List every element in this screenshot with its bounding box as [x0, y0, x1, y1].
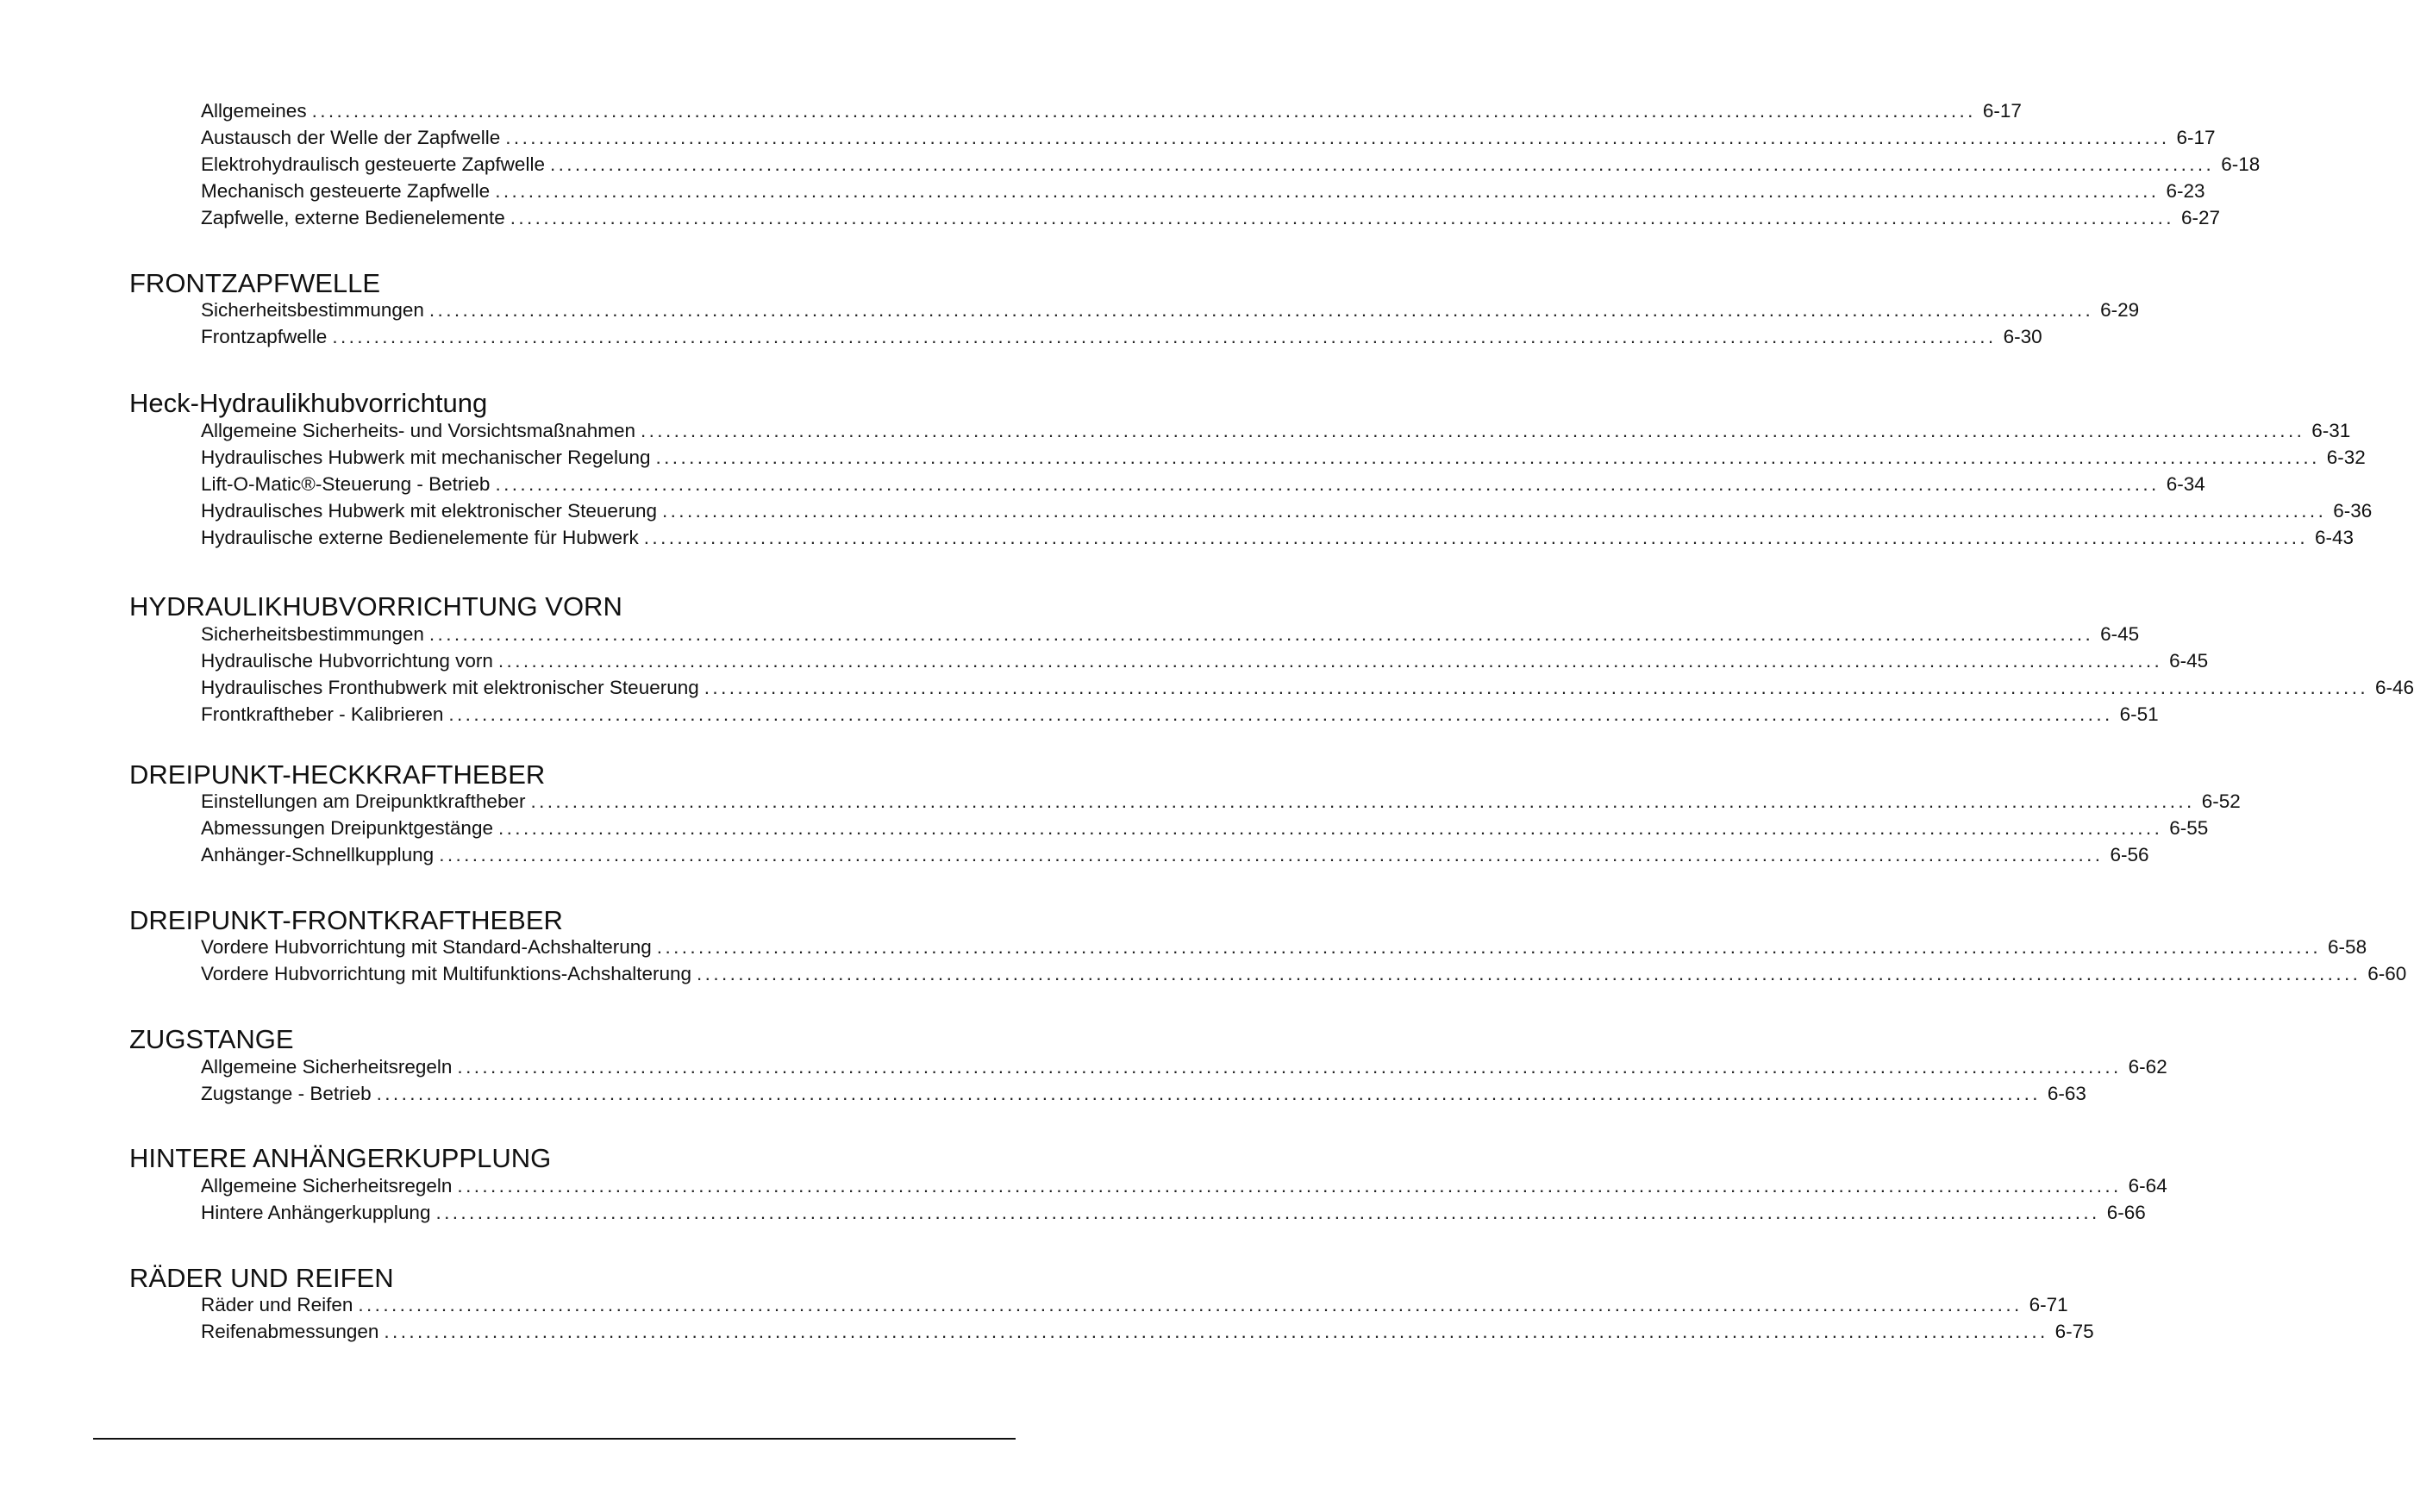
dot-leader: ........................................................................................................................................................................................................	[384, 1321, 2048, 1342]
toc-entry-title: Hydraulisches Hubwerk mit mechanischer Regelung	[201, 447, 651, 468]
dot-leader: ........................................................................................................................................................................................................	[656, 936, 2322, 958]
dot-leader: ........................................................................................................................................................................................................	[376, 1083, 2041, 1104]
toc-entry[interactable]	[201, 97, 2022, 124]
toc-entry-title: Lift-O-Matic®-Steuerung - Betrieb	[201, 473, 491, 495]
toc-entry[interactable]	[201, 524, 2355, 551]
toc-entry-page: 6-52	[2201, 790, 2241, 812]
toc-entry[interactable]	[201, 497, 2373, 524]
toc-entry[interactable]	[201, 934, 2367, 960]
toc-entry[interactable]	[201, 471, 2205, 497]
toc-entry-title: Hydraulische externe Bedienelemente für Hubwerk	[201, 527, 639, 548]
toc-entry-title: Allgemeines	[201, 100, 307, 122]
toc-entry-title: Zugstange - Betrieb	[201, 1083, 372, 1104]
dot-leader: ........................................................................................................................................................................................................	[497, 817, 2163, 839]
toc-entry-title: Frontzapfwelle	[201, 326, 328, 347]
section-heading: Heck-Hydraulikhubvorrichtung	[129, 388, 488, 418]
toc-entry-title: Abmessungen Dreipunktgestänge	[201, 817, 493, 839]
toc-entry[interactable]	[201, 444, 2366, 471]
toc-entry-page: 6-45	[2169, 650, 2209, 672]
toc-entry-page: 6-56	[2110, 844, 2149, 865]
toc-entry[interactable]	[201, 124, 2216, 151]
toc-entry-page: 6-64	[2128, 1175, 2167, 1196]
toc-entry[interactable]	[201, 204, 2221, 231]
toc-entry-page: 6-29	[2100, 299, 2140, 321]
dot-leader: ........................................................................................................................................................................................................	[495, 180, 2160, 202]
section-heading: ZUGSTANGE	[129, 1024, 294, 1054]
footer-divider	[93, 1438, 1016, 1440]
toc-entry[interactable]	[201, 701, 2159, 728]
toc-entry-title: Hydraulisches Hubwerk mit elektronischer Steuerung	[201, 500, 657, 522]
dot-leader: ........................................................................................................................................................................................................	[495, 473, 2160, 495]
section-heading: DREIPUNKT-FRONTKRAFTHEBER	[129, 905, 563, 935]
toc-entry[interactable]	[201, 1172, 2167, 1199]
toc-entry-page: 6-30	[2003, 326, 2042, 347]
toc-entry-page: 6-43	[2315, 527, 2355, 548]
dot-leader: ........................................................................................................................................................................................................	[641, 420, 2305, 441]
toc-entry[interactable]	[201, 674, 2414, 701]
section-heading: HINTERE ANHÄNGERKUPPLUNG	[129, 1143, 552, 1173]
toc-entry[interactable]	[201, 1291, 2068, 1318]
toc-entry-page: 6-75	[2054, 1321, 2094, 1342]
toc-entry-title: Elektrohydraulisch gesteuerte Zapfwelle	[201, 153, 545, 175]
toc-entry-title: Anhänger-Schnellkupplung	[201, 844, 435, 865]
toc-entry[interactable]	[201, 621, 2140, 647]
dot-leader: ........................................................................................................................................................................................................	[332, 326, 1997, 347]
toc-entry[interactable]	[201, 815, 2209, 841]
toc-entry-page: 6-36	[2333, 500, 2373, 522]
toc-entry-title: Sicherheitsbestimmungen	[201, 623, 424, 645]
toc-entry-title: Frontkraftheber - Kalibrieren	[201, 703, 444, 725]
toc-entry-title: Allgemeine Sicherheitsregeln	[201, 1175, 453, 1196]
toc-entry[interactable]	[201, 647, 2209, 674]
toc-entry-title: Vordere Hubvorrichtung mit Multifunktions-Achshalterung	[201, 963, 692, 984]
toc-entry-page: 6-51	[2119, 703, 2159, 725]
toc-entry-page: 6-55	[2169, 817, 2209, 839]
toc-entry-page: 6-17	[1982, 100, 2022, 122]
dot-leader: ........................................................................................................................................................................................................	[704, 677, 2369, 698]
toc-entry-title: Hydraulisches Fronthubwerk mit elektronischer Steuerung	[201, 677, 699, 698]
dot-leader: ........................................................................................................................................................................................................	[497, 650, 2163, 672]
toc-entry-title: Mechanisch gesteuerte Zapfwelle	[201, 180, 491, 202]
dot-leader: ........................................................................................................................................................................................................	[448, 703, 2113, 725]
section-heading: HYDRAULIKHUBVORRICHTUNG VORN	[129, 591, 622, 622]
toc-entry[interactable]	[201, 1318, 2094, 1345]
dot-leader: ........................................................................................................................................................................................................	[510, 207, 2174, 228]
toc-entry[interactable]	[201, 788, 2241, 815]
toc-entry-page: 6-66	[2106, 1202, 2146, 1223]
section-heading: FRONTZAPFWELLE	[129, 268, 381, 298]
toc-entry-page: 6-18	[2221, 153, 2261, 175]
toc-entry-page: 6-32	[2326, 447, 2366, 468]
toc-entry[interactable]	[201, 841, 2149, 868]
toc-entry[interactable]	[201, 1080, 2086, 1107]
toc-entry-title: Reifenabmessungen	[201, 1321, 379, 1342]
toc-entry[interactable]	[201, 417, 2351, 444]
toc-entry[interactable]	[201, 297, 2140, 323]
toc-entry-title: Hintere Anhängerkupplung	[201, 1202, 431, 1223]
toc-entry[interactable]	[201, 960, 2407, 987]
toc-entry-page: 6-23	[2166, 180, 2205, 202]
toc-entry-title: Allgemeine Sicherheitsregeln	[201, 1056, 453, 1078]
dot-leader: ........................................................................................................................................................................................................	[358, 1294, 2023, 1315]
toc-entry-page: 6-27	[2180, 207, 2221, 228]
section-heading: RÄDER UND REIFEN	[129, 1263, 394, 1293]
toc-entry[interactable]	[201, 1053, 2167, 1080]
dot-leader: ........................................................................................................................................................................................................	[311, 100, 1976, 122]
dot-leader: ........................................................................................................................................................................................................	[530, 790, 2195, 812]
dot-leader: ........................................................................................................................................................................................................	[505, 127, 2170, 148]
toc-entry-title: Austausch der Welle der Zapfwelle	[201, 127, 501, 148]
toc-entry-title: Allgemeine Sicherheits- und Vorsichtsmaßnahmen	[201, 420, 635, 441]
dot-leader: ........................................................................................................................................................................................................	[643, 527, 2309, 548]
toc-entry-page: 6-34	[2166, 473, 2205, 495]
toc-entry-title: Hydraulische Hubvorrichtung vorn	[201, 650, 493, 672]
dot-leader: ........................................................................................................................................................................................................	[428, 623, 2094, 645]
toc-entry-page: 6-71	[2029, 1294, 2068, 1315]
toc-entry[interactable]	[201, 178, 2205, 204]
dot-leader: ........................................................................................................................................................................................................	[435, 1202, 2100, 1223]
dot-leader: ........................................................................................................................................................................................................	[697, 963, 2361, 984]
dot-leader: ........................................................................................................................................................................................................	[457, 1056, 2122, 1078]
toc-entry-page: 6-60	[2367, 963, 2407, 984]
toc-entry[interactable]	[201, 323, 2042, 350]
toc-entry-title: Einstellungen am Dreipunktkraftheber	[201, 790, 526, 812]
toc-entry-page: 6-58	[2328, 936, 2367, 958]
dot-leader: ........................................................................................................................................................................................................	[661, 500, 2327, 522]
toc-entry-page: 6-31	[2311, 420, 2351, 441]
toc-entry-page: 6-63	[2047, 1083, 2086, 1104]
dot-leader: ........................................................................................................................................................................................................	[428, 299, 2094, 321]
section-heading: DREIPUNKT-HECKKRAFTHEBER	[129, 759, 546, 790]
toc-entry-title: Sicherheitsbestimmungen	[201, 299, 424, 321]
toc-entry-page: 6-17	[2176, 127, 2216, 148]
toc-entry-page: 6-46	[2375, 677, 2414, 698]
toc-entry[interactable]	[201, 151, 2261, 178]
toc-entry-title: Zapfwelle, externe Bedienelemente	[201, 207, 505, 228]
dot-leader: ........................................................................................................................................................................................................	[549, 153, 2215, 175]
toc-entry-title: Vordere Hubvorrichtung mit Standard-Achshalterung	[201, 936, 652, 958]
toc-entry-page: 6-45	[2100, 623, 2140, 645]
dot-leader: ........................................................................................................................................................................................................	[439, 844, 2104, 865]
toc-entry-title: Räder und Reifen	[201, 1294, 353, 1315]
toc-entry-page: 6-62	[2128, 1056, 2167, 1078]
dot-leader: ........................................................................................................................................................................................................	[655, 447, 2320, 468]
toc-entry[interactable]	[201, 1199, 2146, 1226]
dot-leader: ........................................................................................................................................................................................................	[457, 1175, 2122, 1196]
